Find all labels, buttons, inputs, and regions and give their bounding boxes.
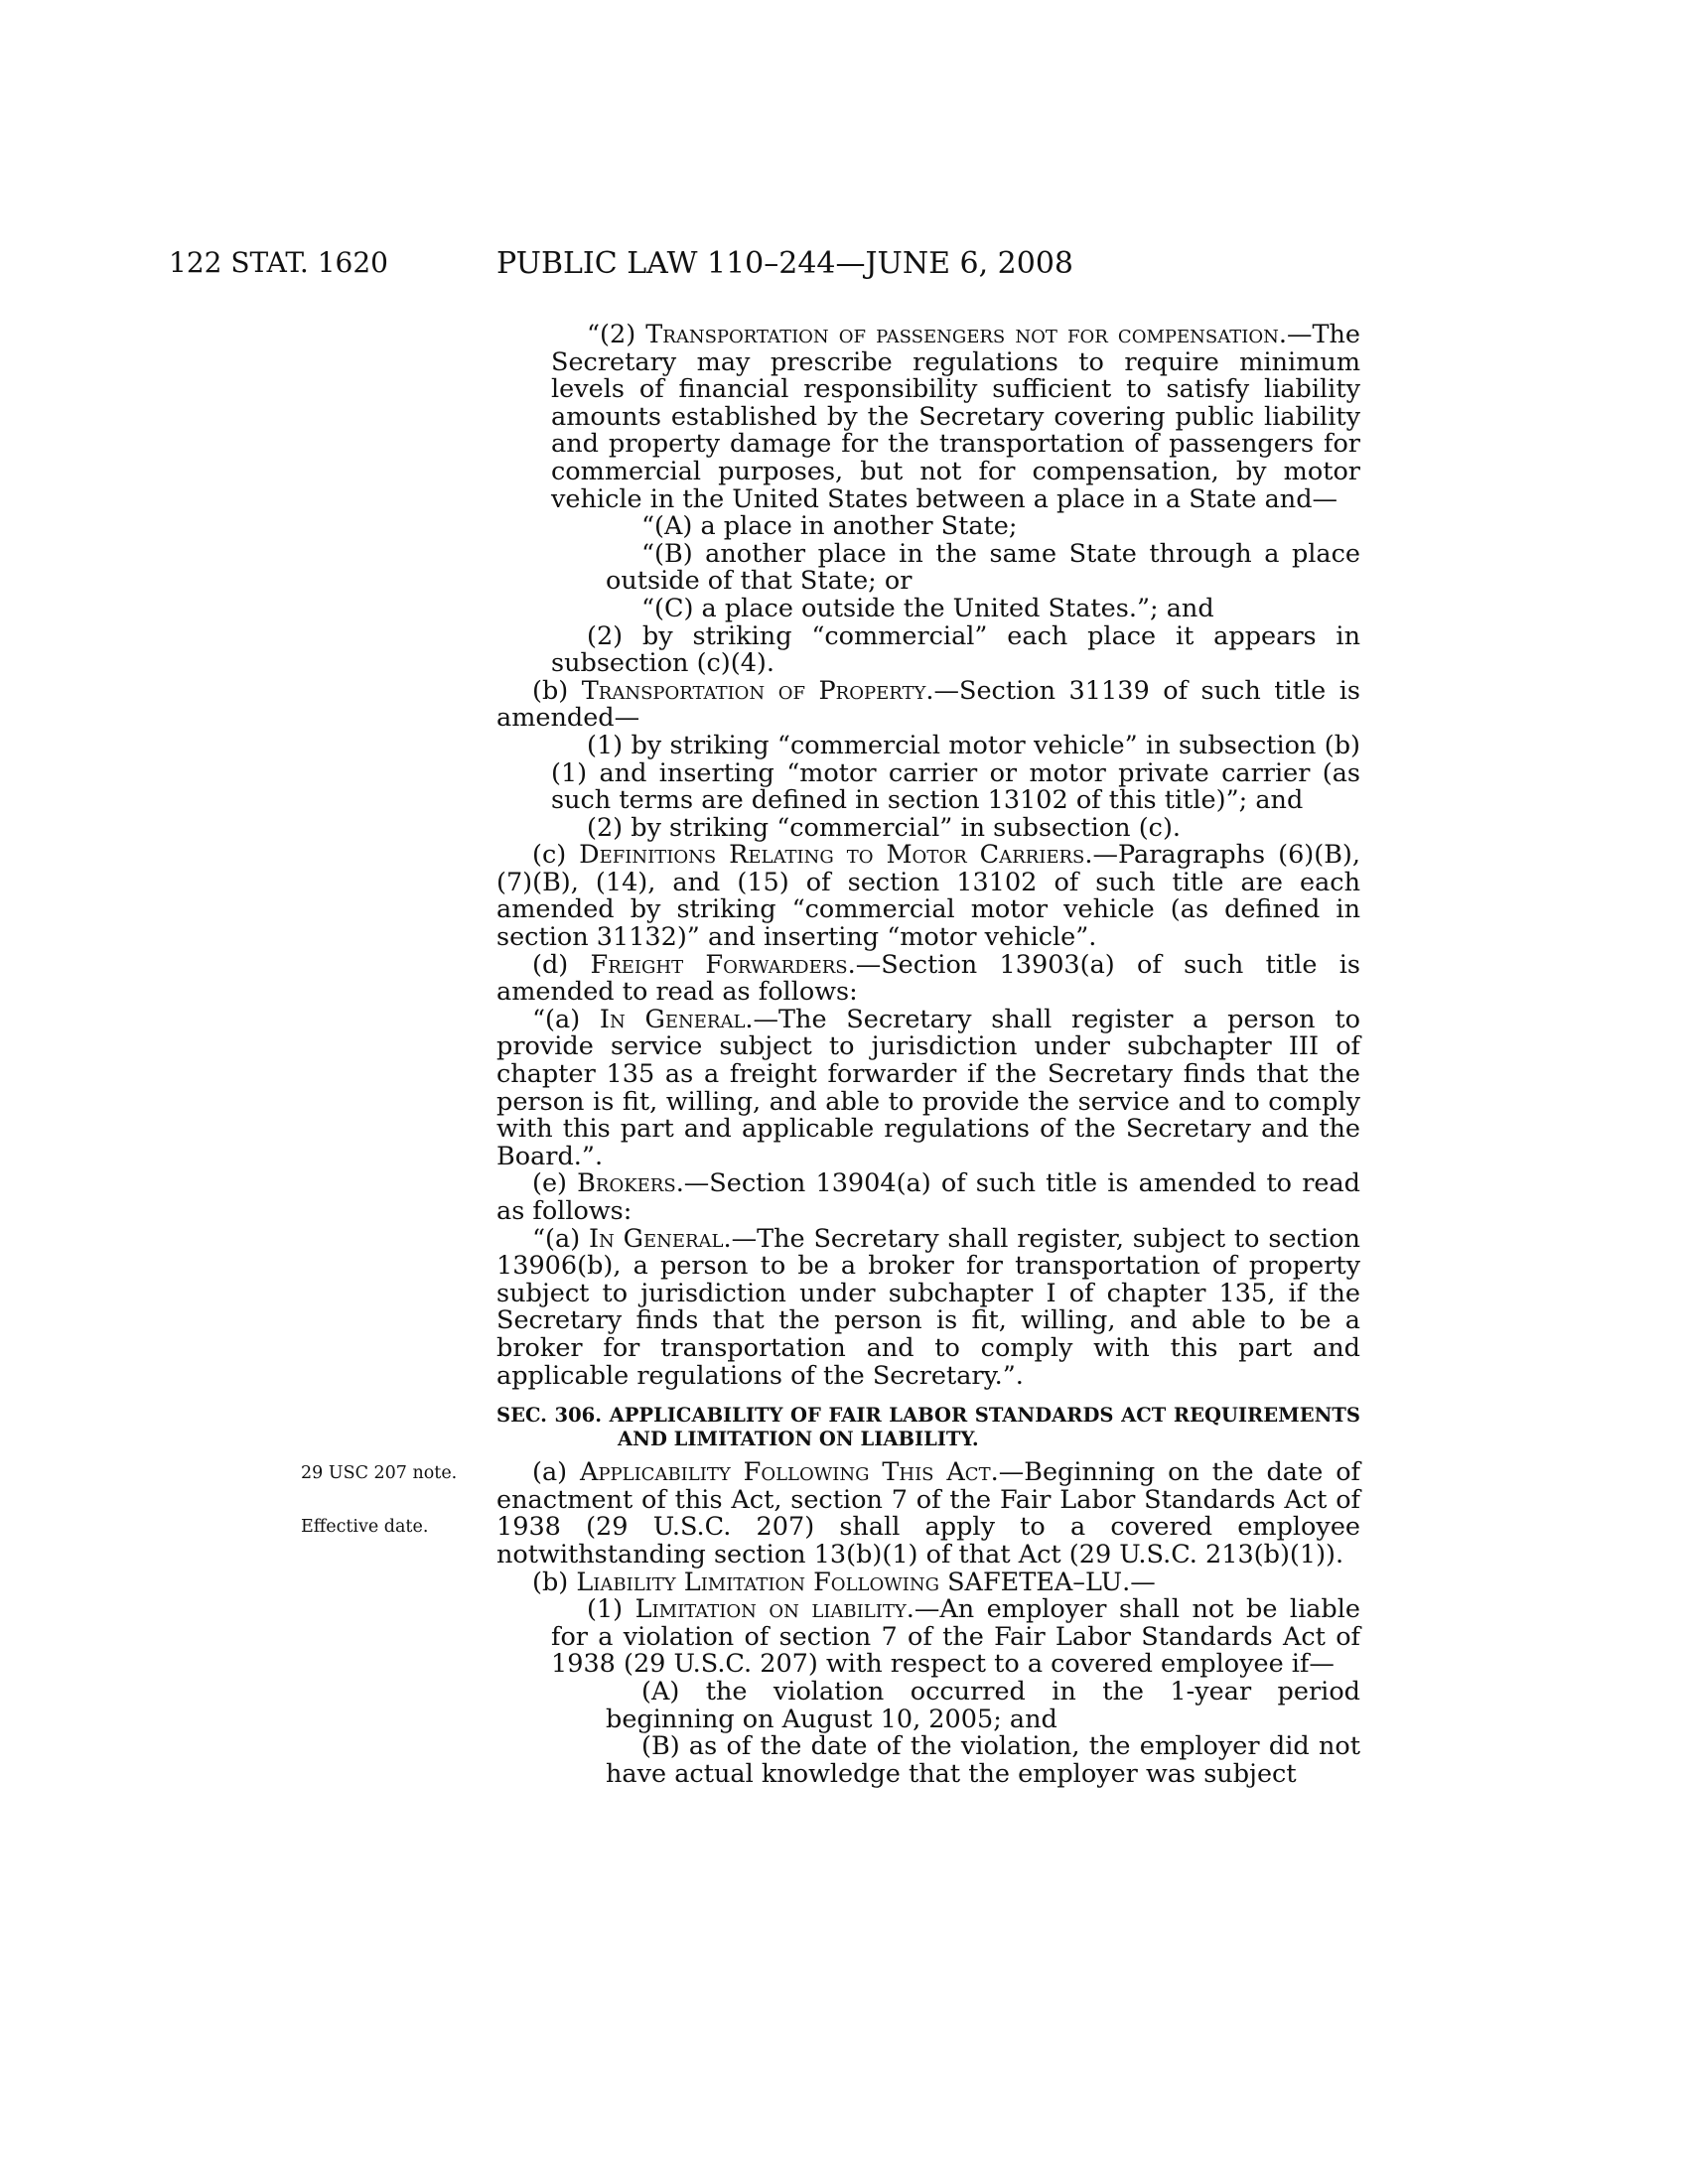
paragraph: (d) Freight Forwarders.—Section 13903(a) of such title is amended to read as follows: [496, 949, 1361, 1008]
document-body [496, 322, 1360, 1788]
paragraph: “(a) In General.—The Secretary shall register, subject to section 13906(b), a person to be a broker for transportation of property subject to jurisdiction under subchapter I of chapter 135, if the Secretary finds that the person is fit, willing, and able to be a broker for transportation and to comply with this part and applicable regulations of the Secretary.”. [496, 1223, 1360, 1391]
paragraph: (e) Brokers.—Section 13904(a) of such title is amended to read as follows: [496, 1168, 1361, 1226]
paragraph: “(A) a place in another State; [641, 511, 1018, 542]
paragraph: (a) Applicability Following This Act.—Beginning on the date of enactment of this Act, section 7 of the Fair Labor Standards Act of 1938 (29 U.S.C. 207) shall apply to a covered employee notwithstanding section 13(b)(1) of that Act (29 U.S.C. 213(b)(1)). [496, 1457, 1360, 1570]
paragraph: (c) Definitions Relating to Motor Carriers.—Paragraphs (6)(B), (7)(B), (14), and (15) of section 13102 of such title are each amended by striking “commercial motor vehicle (as defined in section 31132)” and inserting “motor vehicle”. [496, 840, 1360, 953]
paragraph: “(C) a place outside the United States.”; and [641, 593, 1214, 623]
statute-page-number: 122 STAT. 1620 [169, 246, 388, 279]
paragraph: (b) Liability Limitation Following SAFETEA–LU.— [532, 1567, 1156, 1597]
paragraph: (B) as of the date of the violation, the employer did not have actual knowledge that the employer was subject [606, 1731, 1360, 1789]
paragraph: (b) Transportation of Property.—Section 31139 of such title is amended— [496, 675, 1360, 734]
margin-note-usc: 29 USC 207 note. [301, 1463, 458, 1483]
paragraph: (2) by striking “commercial” in subsection (c). [587, 812, 1181, 843]
paragraph: (2) by striking “commercial” each place it appears in subsection (c)(4). [551, 620, 1360, 679]
section-heading: SEC. 306. APPLICABILITY OF FAIR LABOR STANDARDS ACT REQUIREMENTS AND LIMITATION ON LIABILITY. [496, 1404, 1360, 1451]
paragraph: (1) by striking “commercial motor vehicle” in subsection (b)(1) and inserting “motor carrier or motor private carrier (as such terms are defined in section 13102 of this title)”; and [551, 730, 1360, 816]
paragraph: “(B) another place in the same State through a place outside of that State; or [606, 538, 1360, 597]
paragraph: “(2) Transportation of passengers not for compensation.—The Secretary may prescribe regulations to require minimum levels of financial responsibility sufficient to satisfy liability amounts established by the Secretary covering public liability and property damage for the transportation of passengers for commercial purposes, but not for compensation, by motor vehicle in the United States between a place in a State and— [551, 320, 1360, 514]
paragraph: (A) the violation occurred in the 1-year period beginning on August 10, 2005; and [606, 1676, 1360, 1734]
paragraph: (1) Limitation on liability.—An employer shall not be liable for a violation of section 7 of the Fair Labor Standards Act of 1938 (29 U.S.C. 207) with respect to a covered employee if— [551, 1594, 1360, 1680]
running-title: PUBLIC LAW 110–244—JUNE 6, 2008 [496, 246, 1074, 281]
margin-note-effective-date: Effective date. [301, 1517, 429, 1537]
page-header [0, 246, 1688, 286]
paragraph: “(a) In General.—The Secretary shall register a person to provide service subject to jurisdiction under subchapter III of chapter 135 as a freight forwarder if the Secretary finds that the person is fit, willing, and able to provide the service and to comply with this part and applicable regulations of the Secretary and the Board.”. [496, 1004, 1360, 1171]
